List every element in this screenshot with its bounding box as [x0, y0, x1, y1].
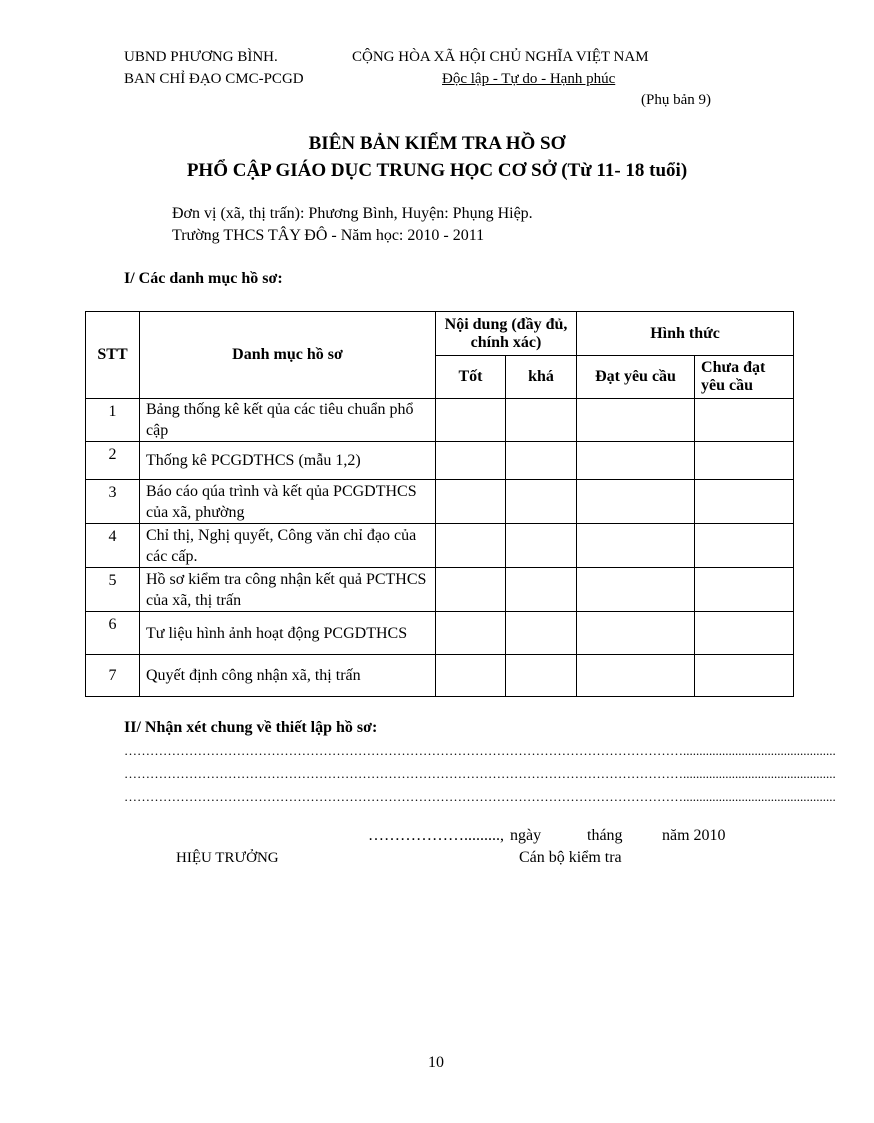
header-motto: Độc lập - Tự do - Hạnh phúc [442, 71, 616, 87]
row-item: Quyết định công nhận xã, thị trấn [140, 655, 436, 697]
comment-line: …………………………………………………………………………………………………………………............................................... [124, 789, 836, 804]
section-2-heading: II/ Nhận xét chung về thiết lập hồ sơ: [124, 719, 378, 736]
cell-not-meets [695, 524, 794, 568]
inspector-signature-label: Cán bộ kiểm tra [519, 849, 622, 866]
cell-not-meets [695, 612, 794, 655]
row-item: Tư liệu hình ảnh hoạt động PCGDTHCS [140, 612, 436, 655]
cell-not-meets [695, 399, 794, 442]
row-number: 2 [86, 442, 140, 480]
cell-good [436, 480, 506, 524]
header-country: CỘNG HÒA XÃ HỘI CHỦ NGHĨA VIỆT NAM [352, 49, 649, 65]
page-number: 10 [428, 1054, 444, 1071]
comment-line: …………………………………………………………………………………………………………………............................................... [124, 743, 836, 758]
section-1-heading: I/ Các danh mục hồ sơ: [124, 270, 283, 287]
table-row [86, 480, 794, 524]
cell-meets [577, 655, 695, 697]
cell-fair [506, 655, 577, 697]
cell-fair [506, 568, 577, 612]
col-header-meets: Đạt yêu cầu [577, 356, 695, 399]
cell-meets [577, 442, 695, 480]
row-item: Thống kê PCGDTHCS (mẫu 1,2) [140, 442, 436, 480]
row-number: 7 [86, 655, 140, 697]
col-header-content: Nội dung (đầy đủ, chính xác) [436, 312, 577, 356]
cell-meets [577, 524, 695, 568]
row-item: Báo cáo qúa trình và kết qủa PCGDTHCS của xã, phường [140, 480, 436, 524]
cell-not-meets [695, 480, 794, 524]
cell-fair [506, 524, 577, 568]
cell-meets [577, 612, 695, 655]
cell-not-meets [695, 655, 794, 697]
cell-fair [506, 442, 577, 480]
date-day-label: ngày [510, 827, 542, 844]
table-row [86, 399, 794, 442]
date-month-label: tháng [587, 827, 623, 844]
school-info: Trường THCS TÂY ĐÔ - Năm học: 2010 - 2011 [172, 227, 485, 244]
date-blank: ………………........., [368, 827, 504, 844]
col-header-not-meets: Chưa đạt yêu cầu [695, 356, 794, 399]
records-table [85, 311, 794, 697]
cell-meets [577, 568, 695, 612]
table-row [86, 612, 794, 655]
cell-meets [577, 480, 695, 524]
cell-fair [506, 399, 577, 442]
document-title: BIÊN BẢN KIỂM TRA HỒ SƠ [308, 133, 566, 154]
cell-good [436, 442, 506, 480]
cell-meets [577, 399, 695, 442]
header-committee: BAN CHỈ ĐẠO CMC-PCGD [124, 71, 304, 87]
row-number: 3 [86, 480, 140, 524]
document-subtitle: PHỔ CẬP GIÁO DỤC TRUNG HỌC CƠ SỞ (Từ 11- 18 tuổi) [186, 160, 688, 181]
col-header-stt: STT [86, 312, 140, 399]
table-row [86, 524, 794, 568]
table-row [86, 568, 794, 612]
row-item: Hồ sơ kiểm tra công nhận kết quả PCTHCS của xã, thị trấn [140, 568, 436, 612]
row-number: 1 [86, 399, 140, 442]
col-header-good: Tốt [436, 356, 506, 399]
row-item: Bảng thống kê kết qủa các tiêu chuẩn phổ cập [140, 399, 436, 442]
cell-good [436, 568, 506, 612]
comment-line: …………………………………………………………………………………………………………………............................................... [124, 766, 836, 781]
cell-not-meets [695, 568, 794, 612]
cell-fair [506, 480, 577, 524]
principal-signature-label: HIỆU TRƯỞNG [176, 850, 279, 866]
cell-good [436, 612, 506, 655]
row-number: 4 [86, 524, 140, 568]
cell-good [436, 524, 506, 568]
date-year-label: năm 2010 [662, 827, 726, 844]
unit-info: Đơn vị (xã, thị trấn): Phương Bình, Huyện: Phụng Hiệp. [172, 205, 533, 222]
cell-good [436, 399, 506, 442]
table-row [86, 442, 794, 480]
row-number: 6 [86, 612, 140, 655]
header-agency: UBND PHƯƠNG BÌNH. [124, 49, 278, 65]
cell-fair [506, 612, 577, 655]
col-header-form: Hình thức [577, 312, 794, 356]
col-header-fair: khá [506, 356, 577, 399]
table-row [86, 655, 794, 697]
cell-good [436, 655, 506, 697]
row-item: Chỉ thị, Nghị quyết, Công văn chỉ đạo của các cấp. [140, 524, 436, 568]
appendix-label: (Phụ bản 9) [641, 92, 711, 108]
cell-not-meets [695, 442, 794, 480]
col-header-category: Danh mục hồ sơ [140, 312, 436, 399]
row-number: 5 [86, 568, 140, 612]
